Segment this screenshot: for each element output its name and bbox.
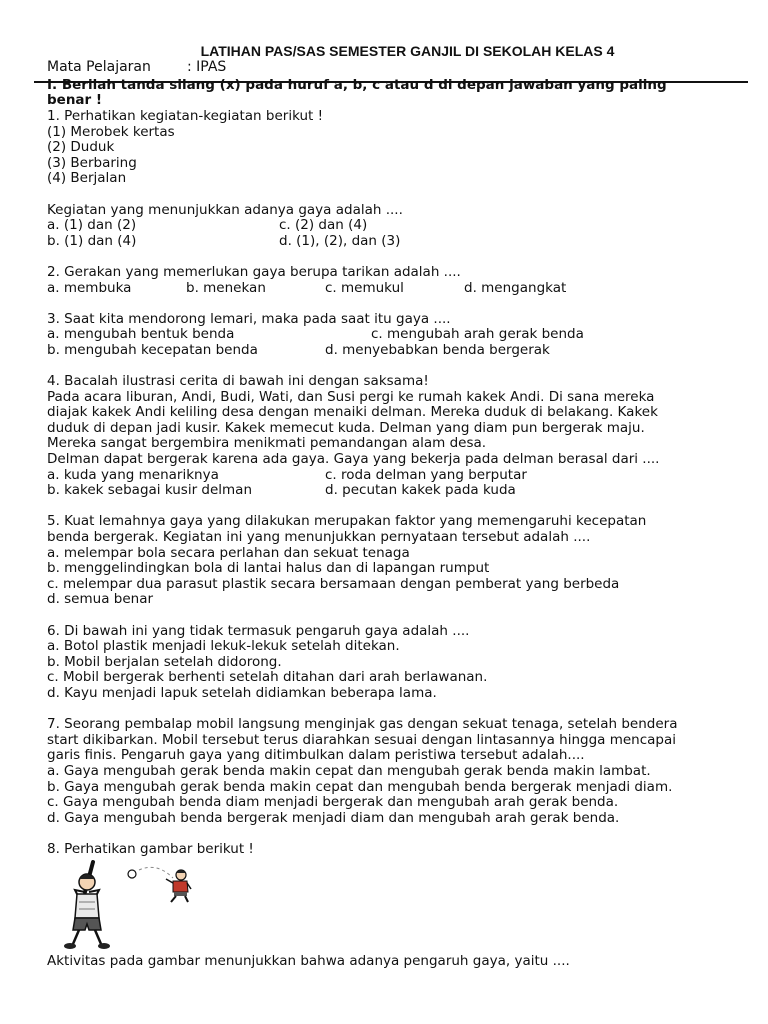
option-row [47, 234, 747, 250]
option-b: b. Mobil berjalan setelah didorong. [47, 653, 282, 670]
option-b: b. menekan [186, 279, 266, 296]
option-a: a. (1) dan (2) [47, 217, 137, 234]
subject-label: Mata Pelajaran [47, 59, 151, 75]
option-a: a. mengubah bentuk benda [47, 326, 235, 343]
story-line: Mereka sangat bergembira menikmati pemandangan alam desa. [47, 435, 487, 452]
question-7-stem: start dikibarkan. Mobil tersebut terus diarahkan sesuai dengan lintasannya hingga mencapai [47, 731, 677, 748]
question-8-stem: 8. Perhatikan gambar berikut ! [47, 840, 254, 857]
question-4-stem: 4. Bacalah ilustrasi cerita di bawah ini dengan saksama! [47, 373, 429, 390]
list-item: (3) Berbaring [47, 154, 137, 171]
question-1-stem: 1. Perhatikan kegiatan-kegiatan berikut ! [47, 108, 324, 124]
option-row [47, 468, 747, 484]
option-c: c. memukul [325, 279, 404, 296]
option-c: c. (2) dan (4) [279, 217, 368, 234]
questions [47, 109, 747, 969]
story-line: Pada acara liburan, Andi, Budi, Wati, dan Susi pergi ke rumah kakek Andi. Di sana mereka [47, 388, 655, 405]
pitcher-figure [161, 868, 193, 904]
option-row [47, 483, 747, 499]
option-row [47, 281, 747, 297]
story-line: Delman dapat bergerak karena ada gaya. Gaya yang bekerja pada delman berasal dari .... [47, 451, 660, 468]
option-c: c. melempar dua parasut plastik secara bersamaan dengan pemberat yang berbeda [47, 575, 620, 592]
option-a: a. Botol plastik menjadi lekuk-lekuk setelah ditekan. [47, 638, 400, 655]
question-3-stem: 3. Saat kita mendorong lemari, maka pada saat itu gaya .... [47, 310, 451, 327]
option-b: b. mengubah kecepatan benda [47, 341, 258, 358]
story-line: diajak kakek Andi keliling desa dengan menaiki delman. Mereka duduk di belakang. Kakek [47, 404, 658, 421]
header-divider [34, 81, 748, 83]
story-line: duduk di depan jadi kusir. Kakek memecut kuda. Delman yang diam pun bergerak maju. [47, 419, 645, 436]
baseball-illustration [47, 858, 747, 954]
option-b: b. (1) dan (4) [47, 232, 137, 249]
instruction-line: I. Berilah tanda silang (x) pada huruf a, b, c atau d di depan jawaban yang paling [47, 77, 667, 93]
option-b: b. Gaya mengubah gerak benda makin cepat dan mengubah benda bergerak menjadi diam. [47, 778, 673, 795]
option-d: d. pecutan kakek pada kuda [325, 482, 516, 499]
option-row [47, 343, 747, 359]
option-a: a. kuda yang menariknya [47, 466, 219, 483]
option-d: d. mengangkat [464, 279, 567, 296]
question-6-stem: 6. Di bawah ini yang tidak termasuk pengaruh gaya adalah .... [47, 622, 470, 639]
option-d: d. (1), (2), dan (3) [279, 232, 401, 249]
option-d: d. menyebabkan benda bergerak [325, 341, 550, 358]
option-c: c. roda delman yang berputar [325, 466, 527, 483]
question-7-stem: 7. Seorang pembalap mobil langsung menginjak gas dengan sekuat tenaga, setelah bendera [47, 716, 678, 733]
option-c: c. mengubah arah gerak benda [371, 326, 584, 343]
question-7-stem: garis finis. Pengaruh gaya yang ditimbulkan dalam peristiwa tersebut adalah.... [47, 747, 585, 764]
question-5-stem: 5. Kuat lemahnya gaya yang dilakukan merupakan faktor yang memengaruhi kecepatan [47, 513, 647, 530]
instruction-line: benar ! [47, 92, 103, 108]
subject-line [47, 59, 227, 76]
batter-figure [55, 860, 117, 952]
page-title: LATIHAN PAS/SAS SEMESTER GANJIL DI SEKOLAH KELAS 4 [200, 43, 615, 59]
option-d: d. Gaya mengubah benda bergerak menjadi diam dan mengubah arah gerak benda. [47, 809, 620, 826]
subject-value: : IPAS [187, 59, 227, 75]
question-1-prompt: Kegiatan yang menunjukkan adanya gaya adalah .... [47, 201, 403, 218]
option-d: d. Kayu menjadi lapuk setelah didiamkan beberapa lama. [47, 684, 437, 701]
option-b: b. menggelindingkan bola di lantai halus dan di lapangan rumput [47, 560, 490, 577]
option-a: a. Gaya mengubah gerak benda makin cepat dan mengubah gerak benda makin lambat. [47, 762, 651, 779]
question-5-stem: benda bergerak. Kegiatan ini yang menunjukkan pernyataan tersebut adalah .... [47, 529, 591, 546]
option-d: d. semua benar [47, 591, 154, 608]
option-c: c. Gaya mengubah benda diam menjadi bergerak dan mengubah arah gerak benda. [47, 794, 619, 811]
option-a: a. membuka [47, 279, 132, 296]
option-row [47, 327, 747, 343]
list-item: (2) Duduk [47, 139, 115, 156]
question-2-stem: 2. Gerakan yang memerlukan gaya berupa tarikan adalah .... [47, 263, 461, 280]
option-a: a. melempar bola secara perlahan dan sekuat tenaga [47, 544, 410, 561]
option-b: b. kakek sebagai kusir delman [47, 482, 253, 499]
option-row [47, 218, 747, 234]
list-item: (4) Berjalan [47, 170, 127, 187]
list-item: (1) Merobek kertas [47, 123, 175, 140]
question-8-prompt: Aktivitas pada gambar menunjukkan bahwa adanya pengaruh gaya, yaitu .... [47, 952, 570, 969]
option-c: c. Mobil bergerak berhenti setelah ditahan dari arah berlawanan. [47, 669, 488, 686]
